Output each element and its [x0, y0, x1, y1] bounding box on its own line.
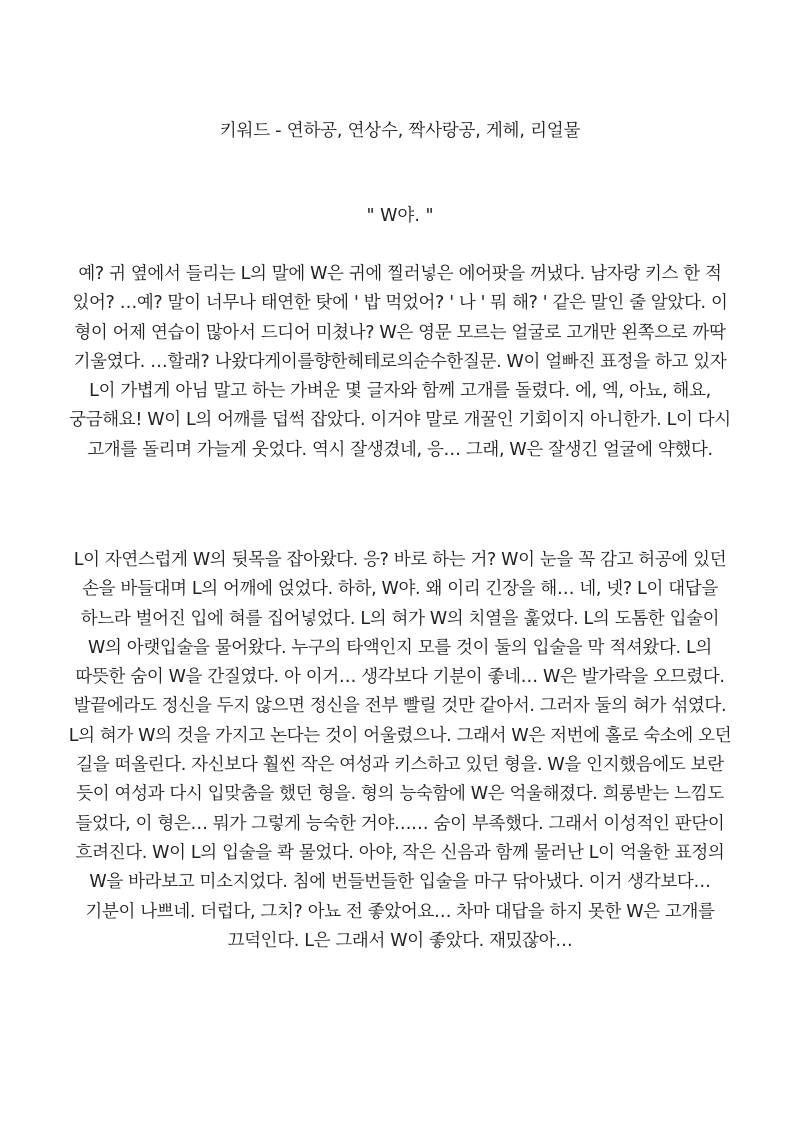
- keywords-line: 키워드 - 연하공, 연상수, 짝사랑공, 게헤, 리얼물: [219, 121, 581, 141]
- story-paragraph-2: L이 자연스럽게 W의 뒷목을 잡아왔다. 응? 바로 하는 거? W이 눈을 꼭 감고 허공에 있던 손을 바들대며 L의 어깨에 얹었다. 하하, W야. 왜 이리 긴장을 해… 네, 넷? L이 대답을 하느라 벌어진 입에 혀를 집어넣었다. L의 혀가 W의 치열을 훑었다. L의 도톰한 입술이 W의 아랫입술을 물어왔다. 누구의 타액인지 모를 것이 둘의 입술을 막 적셔왔다. L의 따뜻한 숨이 W을 간질였다. 아 이거… 생각보다 기분이 좋네… W은 발가락을 오므렸다. 발끝에라도 정신을 두지 않으면 정신을 전부 빨릴 것만 같아서. 그러자 둘의 혀가 섞였다. L의 혀가 W의 것을 가지고 논다는 것이 어울렸으나. 그래서 W은 저번에 홀로 숙소에 오던 길을 떠올린다. 자신보다 훨씬 작은 여성과 키스하고 있던 형을. W을 인지했음에도 보란 듯이 여성과 다시 입맞춤을 했던 형을. 형의 능숙함에 W은 억울해졌다. 희롱받는 느낌도 들었다, 이 형은… 뭐가 그렇게 능숙한 거야…… 숨이 부족했다. 그래서 이성적인 판단이 흐려진다. W이 L의 입술을 콱 물었다. 아야, 작은 신음과 함께 물러난 L이 억울한 표정의 W을 바라보고 미소지었다. 침에 번들번들한 입술을 마구 닦아냈다. 이거 생각보다… 기분이 나쁘네. 더럽다, 그치? 아뇨 전 좋았어요… 차마 대답을 하지 못한 W은 고개를 끄덕인다. L은 그래서 W이 좋았다. 재밌잖아…: [68, 550, 732, 951]
- story-paragraph-1: 예? 귀 옆에서 들리는 L의 말에 W은 귀에 찔러넣은 에어팟을 꺼냈다. 남자랑 키스 한 적 있어? …예? 말이 너무나 태연한 탓에 ' 밥 먹었어? ' 나 ' 뭐 해? ' 같은 말인 줄 알았다. 이 형이 어제 연습이 많아서 드디어 미쳤나? W은 영문 모르는 얼굴로 고개만 왼쪽으로 까딱 기울였다. …할래? 나왔다게이를향한헤테로의순수한질문. W이 얼빠진 표정을 하고 있자 L이 가볍게 아님 말고 하는 가벼운 몇 글자와 함께 고개를 돌렸다. 에, 엑, 아뇨, 해요, 궁금해요! W이 L의 어깨를 덥썩 잡았다. 이거야 말로 개꿀인 기회이지 아니한가. L이 다시 고개를 돌리며 가늘게 웃었다. 역시 잘생겼네, 응… 그래, W은 잘생긴 얼굴에 약했다.: [69, 264, 731, 460]
- opening-quote: " W야. ": [366, 206, 434, 226]
